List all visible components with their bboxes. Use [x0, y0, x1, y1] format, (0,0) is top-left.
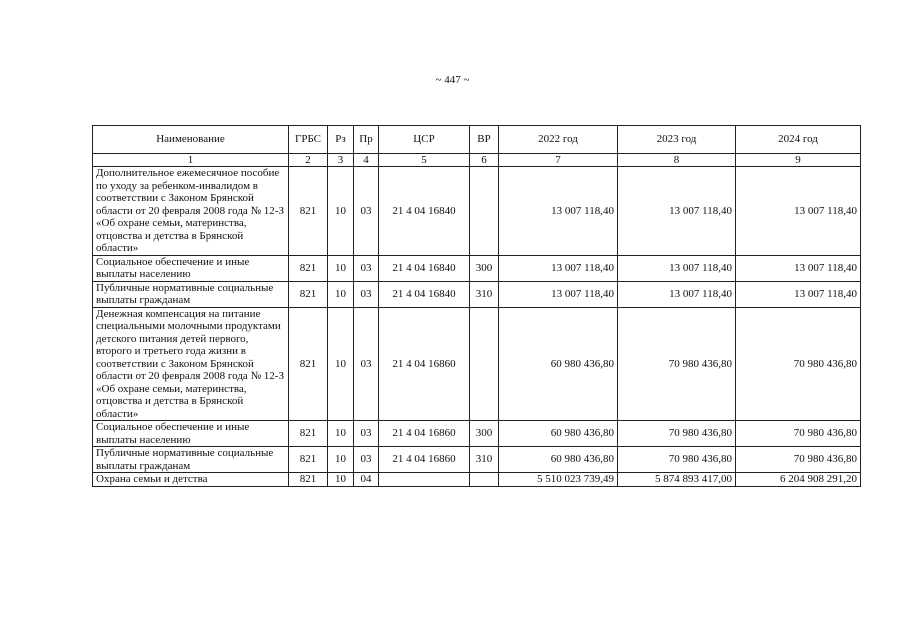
row-name: Социальное обеспечение и иные выплаты населению	[93, 255, 289, 281]
row-2023: 70 980 436,80	[618, 421, 736, 447]
row-2023: 13 007 118,40	[618, 281, 736, 307]
row-pr: 03	[354, 281, 379, 307]
row-csr: 21 4 04 16860	[379, 421, 470, 447]
row-grbs: 821	[289, 473, 328, 487]
row-vr: 310	[470, 281, 499, 307]
table-row	[93, 447, 861, 473]
row-rz: 10	[328, 473, 354, 487]
row-vr	[470, 307, 499, 421]
budget-table	[92, 125, 861, 487]
row-csr: 21 4 04 16860	[379, 447, 470, 473]
column-number: 5	[379, 154, 470, 167]
table-row	[93, 167, 861, 256]
row-2022: 60 980 436,80	[499, 307, 618, 421]
row-2024: 6 204 908 291,20	[736, 473, 861, 487]
row-2022: 60 980 436,80	[499, 447, 618, 473]
row-name: Охрана семьи и детства	[93, 473, 289, 487]
row-grbs: 821	[289, 421, 328, 447]
header-rz: Рз	[328, 126, 354, 154]
header-vr: ВР	[470, 126, 499, 154]
row-name: Социальное обеспечение и иные выплаты населению	[93, 421, 289, 447]
row-2023: 13 007 118,40	[618, 167, 736, 256]
header-grbs: ГРБС	[289, 126, 328, 154]
row-grbs: 821	[289, 447, 328, 473]
row-vr	[470, 167, 499, 256]
row-pr: 03	[354, 307, 379, 421]
row-2023: 13 007 118,40	[618, 255, 736, 281]
table-row	[93, 255, 861, 281]
row-2022: 13 007 118,40	[499, 255, 618, 281]
row-csr: 21 4 04 16840	[379, 167, 470, 256]
column-number: 8	[618, 154, 736, 167]
row-2023: 70 980 436,80	[618, 307, 736, 421]
page-number: ~ 447 ~	[435, 74, 470, 86]
row-2024: 13 007 118,40	[736, 255, 861, 281]
table-row	[93, 473, 861, 487]
row-rz: 10	[328, 307, 354, 421]
row-csr	[379, 473, 470, 487]
row-vr: 310	[470, 447, 499, 473]
row-2024: 13 007 118,40	[736, 281, 861, 307]
row-vr	[470, 473, 499, 487]
row-2022: 60 980 436,80	[499, 421, 618, 447]
row-name: Дополнительное ежемесячное пособие по уходу за ребенком-инвалидом в соответствии с Законом Брянской области от 20 февраля 2008 года № 12-З «Об охране семьи, материнства, отцовства и детства в Брянской области»	[93, 167, 289, 256]
header-csr: ЦСР	[379, 126, 470, 154]
column-number: 3	[328, 154, 354, 167]
column-number: 9	[736, 154, 861, 167]
row-grbs: 821	[289, 281, 328, 307]
header-2022: 2022 год	[499, 126, 618, 154]
row-2024: 70 980 436,80	[736, 447, 861, 473]
column-number: 2	[289, 154, 328, 167]
row-2022: 13 007 118,40	[499, 281, 618, 307]
table-row	[93, 307, 861, 421]
header-2023: 2023 год	[618, 126, 736, 154]
column-number: 1	[93, 154, 289, 167]
row-csr: 21 4 04 16840	[379, 281, 470, 307]
row-2024: 70 980 436,80	[736, 421, 861, 447]
header-2024: 2024 год	[736, 126, 861, 154]
row-rz: 10	[328, 255, 354, 281]
table-row	[93, 421, 861, 447]
header-pr: Пр	[354, 126, 379, 154]
row-pr: 03	[354, 421, 379, 447]
row-vr: 300	[470, 421, 499, 447]
row-rz: 10	[328, 281, 354, 307]
column-number-row	[93, 154, 861, 167]
row-grbs: 821	[289, 255, 328, 281]
table-row	[93, 281, 861, 307]
row-vr: 300	[470, 255, 499, 281]
row-pr: 03	[354, 167, 379, 256]
column-number: 4	[354, 154, 379, 167]
row-csr: 21 4 04 16860	[379, 307, 470, 421]
row-rz: 10	[328, 421, 354, 447]
row-rz: 10	[328, 167, 354, 256]
row-grbs: 821	[289, 167, 328, 256]
row-grbs: 821	[289, 307, 328, 421]
row-name: Денежная компенсация на питание специальными молочными продуктами детского питания детей первого, второго и третьего года жизни в соответствии с Законом Брянской области от 20 февраля 2008 года № 12-З «Об охране семьи, материнства, отцовства и детства в Брянской области»	[93, 307, 289, 421]
row-pr: 03	[354, 447, 379, 473]
header-row	[93, 126, 861, 154]
row-name: Публичные нормативные социальные выплаты гражданам	[93, 281, 289, 307]
row-name: Публичные нормативные социальные выплаты гражданам	[93, 447, 289, 473]
column-number: 7	[499, 154, 618, 167]
row-2023: 5 874 893 417,00	[618, 473, 736, 487]
column-number: 6	[470, 154, 499, 167]
header-name: Наименование	[93, 126, 289, 154]
row-pr: 03	[354, 255, 379, 281]
row-2022: 5 510 023 739,49	[499, 473, 618, 487]
row-2024: 70 980 436,80	[736, 307, 861, 421]
row-2023: 70 980 436,80	[618, 447, 736, 473]
row-2022: 13 007 118,40	[499, 167, 618, 256]
row-rz: 10	[328, 447, 354, 473]
row-csr: 21 4 04 16840	[379, 255, 470, 281]
row-2024: 13 007 118,40	[736, 167, 861, 256]
row-pr: 04	[354, 473, 379, 487]
